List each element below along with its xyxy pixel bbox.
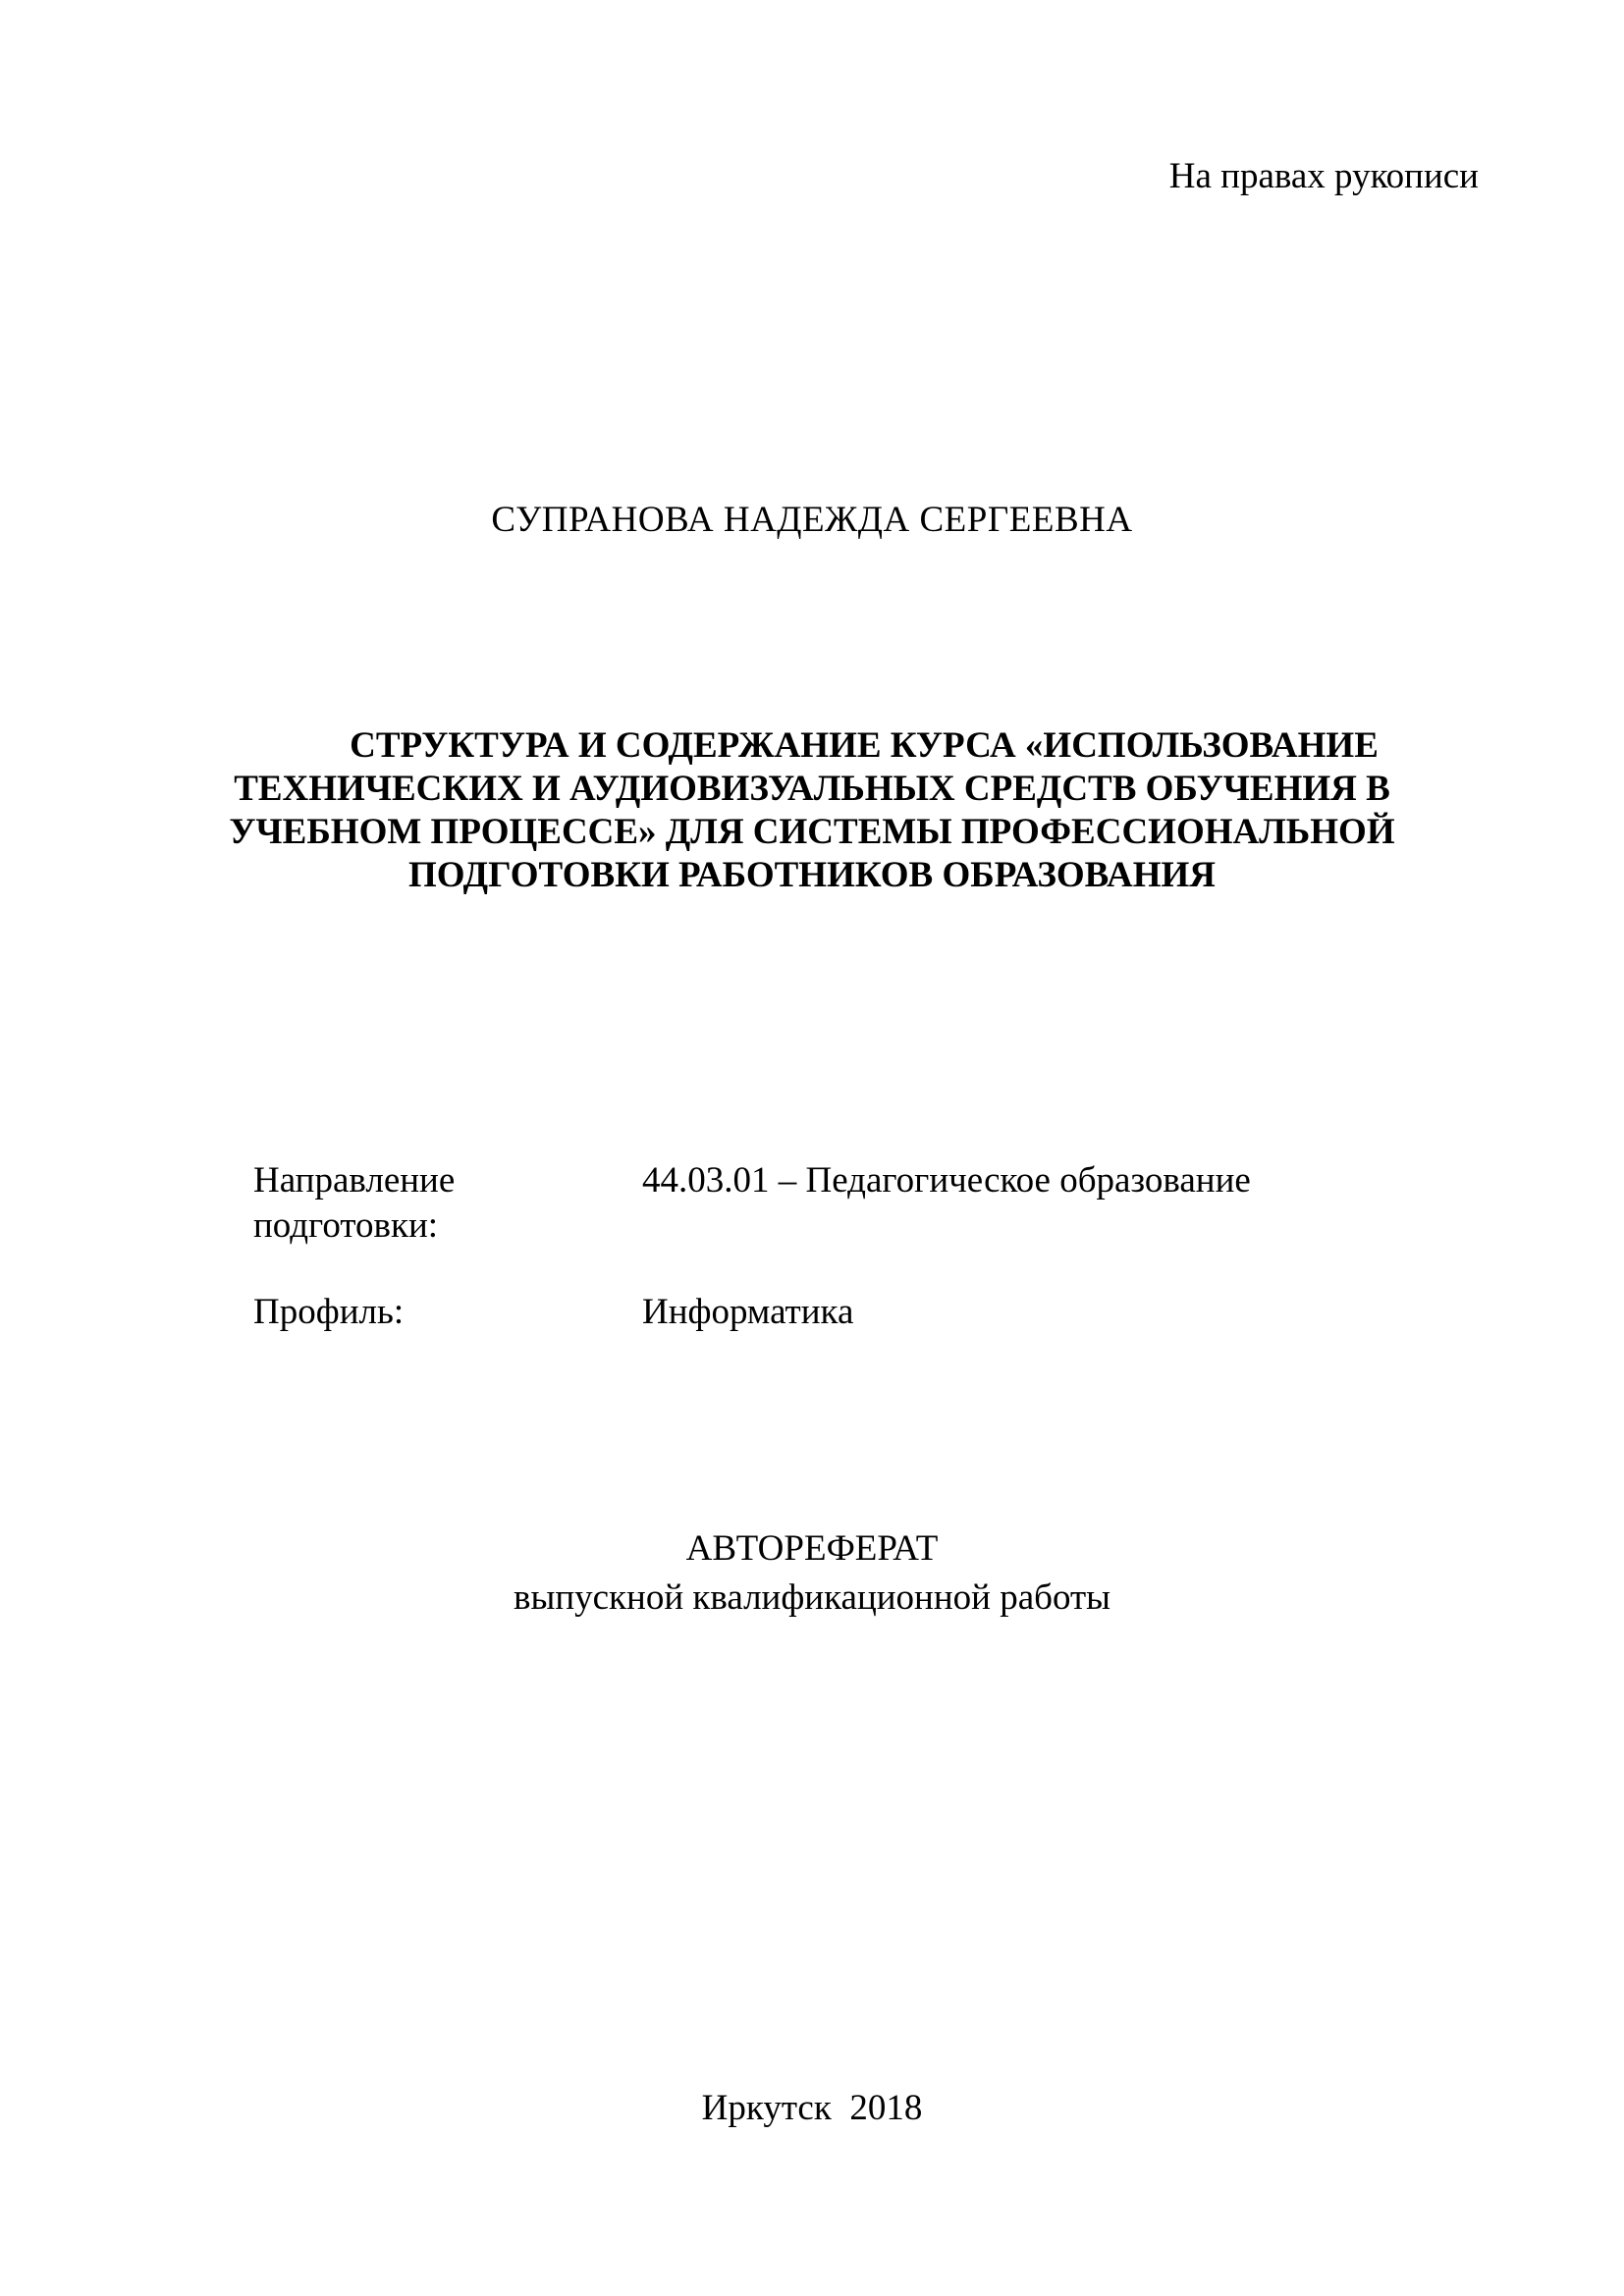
profile-label: Профиль: (253, 1292, 405, 1332)
title-line-4: ПОДГОТОВКИ РАБОТНИКОВ ОБРАЗОВАНИЯ (407, 855, 1217, 895)
author-name: СУПРАНОВА НАДЕЖДА СЕРГЕЕВНА (491, 500, 1133, 540)
title-line-2: ТЕХНИЧЕСКИХ И АУДИОВИЗУАЛЬНЫХ СРЕДСТВ ОБУЧЕНИЯ В (234, 769, 1390, 809)
city-year: Иркутск 2018 (701, 2088, 923, 2128)
direction-row (253, 1158, 1382, 1249)
profile-row (253, 1290, 1382, 1335)
title-line-1: СТРУКТУРА И СОДЕРЖАНИЕ КУРСА «ИСПОЛЬЗОВАНИЕ (350, 725, 1379, 766)
manuscript-note: На правах рукописи (1168, 156, 1479, 196)
document-subtype: выпускной квалификационной работы (513, 1577, 1110, 1618)
profile-value: Информатика (642, 1292, 854, 1332)
document-title (147, 724, 1477, 897)
direction-label: Направление подготовки: (253, 1160, 456, 1246)
direction-value: 44.03.01 – Педагогическое образование (642, 1160, 1251, 1201)
info-block (253, 1158, 1382, 1335)
title-line-3: УЧЕБНОМ ПРОЦЕССЕ» ДЛЯ СИСТЕМЫ ПРОФЕССИОНАЛЬНОЙ (229, 812, 1395, 852)
document-type: АВТОРЕФЕРАТ (685, 1528, 939, 1569)
